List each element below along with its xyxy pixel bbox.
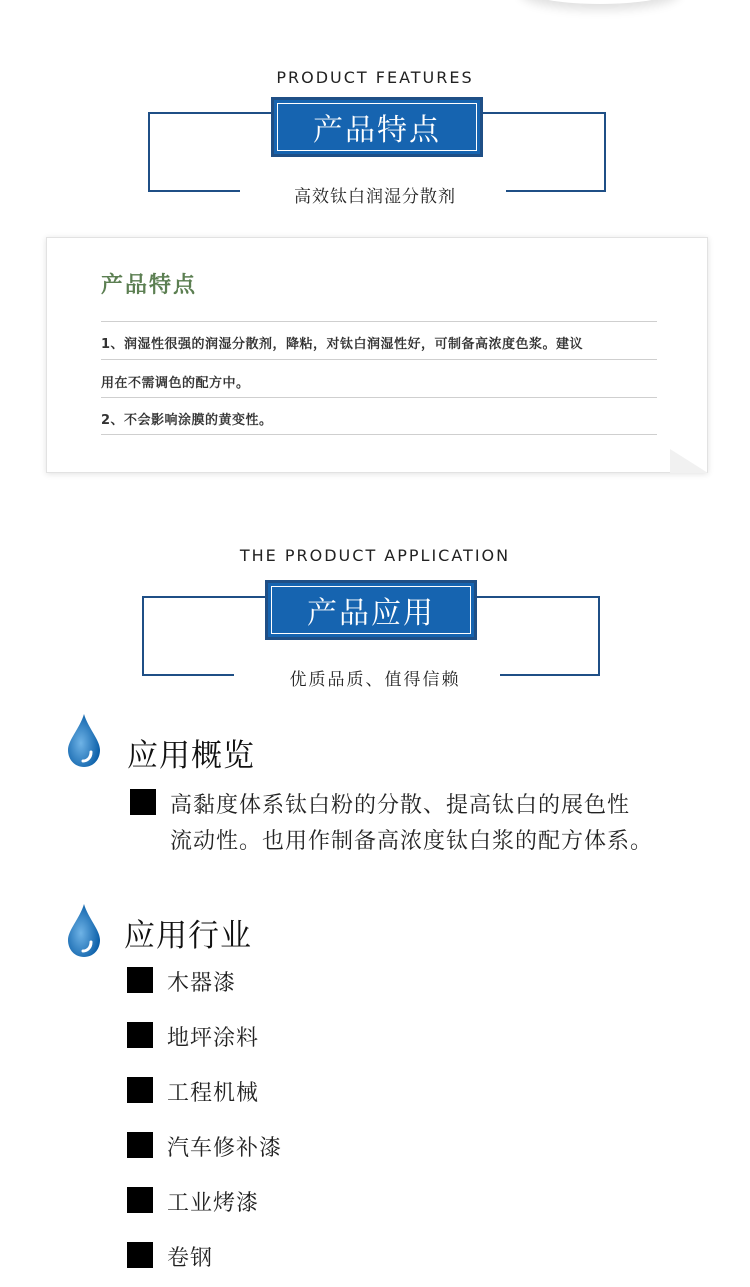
card-line-1: 1、润湿性很强的润湿分散剂，降粘，对钛白润湿性好，可制备高浓度色浆。建议 xyxy=(101,337,584,352)
overview-heading: 应用概览 xyxy=(127,738,255,774)
application-frame-top-right xyxy=(476,596,600,598)
application-cn-title: 产品应用 xyxy=(307,596,435,631)
application-frame-left xyxy=(142,596,144,676)
black-square-icon xyxy=(130,789,156,815)
features-cn-title: 产品特点 xyxy=(313,113,441,148)
card-line-2: 用在不需调色的配方中。 xyxy=(101,376,250,391)
card-fold-corner xyxy=(670,449,708,473)
features-title-box xyxy=(272,98,482,156)
features-subtitle: 高效钛白润湿分散剂 xyxy=(294,187,456,207)
card-divider xyxy=(101,434,657,435)
application-title-box xyxy=(266,581,476,639)
industry-heading: 应用行业 xyxy=(124,918,252,954)
industry-item: 工业烤漆 xyxy=(167,1191,260,1216)
water-drop-icon xyxy=(66,902,102,958)
card-line-3: 2、不会影响涂膜的黄变性。 xyxy=(101,413,273,428)
overview-line-1: 高黏度体系钛白粉的分散、提高钛白的展色性 xyxy=(170,793,631,818)
features-frame-right xyxy=(604,112,606,192)
features-frame-left xyxy=(148,112,150,192)
industry-item: 地坪涂料 xyxy=(167,1026,260,1051)
industry-item: 木器漆 xyxy=(167,971,237,996)
application-frame-right xyxy=(598,596,600,676)
application-frame-top-left xyxy=(142,596,266,598)
card-title: 产品特点 xyxy=(101,273,198,298)
card-divider xyxy=(101,397,657,398)
card-divider xyxy=(101,359,657,360)
black-square-icon xyxy=(127,1022,153,1048)
industry-item: 卷钢 xyxy=(167,1246,214,1271)
features-en-title: PRODUCT FEATURES xyxy=(276,68,474,87)
water-drop-icon xyxy=(66,712,102,768)
top-decorative-shadow xyxy=(520,0,680,4)
industry-item: 工程机械 xyxy=(167,1081,260,1106)
black-square-icon xyxy=(127,1242,153,1268)
features-frame-top-left xyxy=(148,112,272,114)
black-square-icon xyxy=(127,1132,153,1158)
card-divider xyxy=(101,321,657,322)
application-en-title: THE PRODUCT APPLICATION xyxy=(239,546,511,565)
black-square-icon xyxy=(127,967,153,993)
application-subtitle: 优质品质、值得信赖 xyxy=(289,670,461,690)
features-frame-top-right xyxy=(482,112,606,114)
black-square-icon xyxy=(127,1187,153,1213)
black-square-icon xyxy=(127,1077,153,1103)
industry-item: 汽车修补漆 xyxy=(167,1136,283,1161)
overview-line-2: 流动性。也用作制备高浓度钛白浆的配方体系。 xyxy=(170,829,654,854)
features-card xyxy=(46,237,708,473)
